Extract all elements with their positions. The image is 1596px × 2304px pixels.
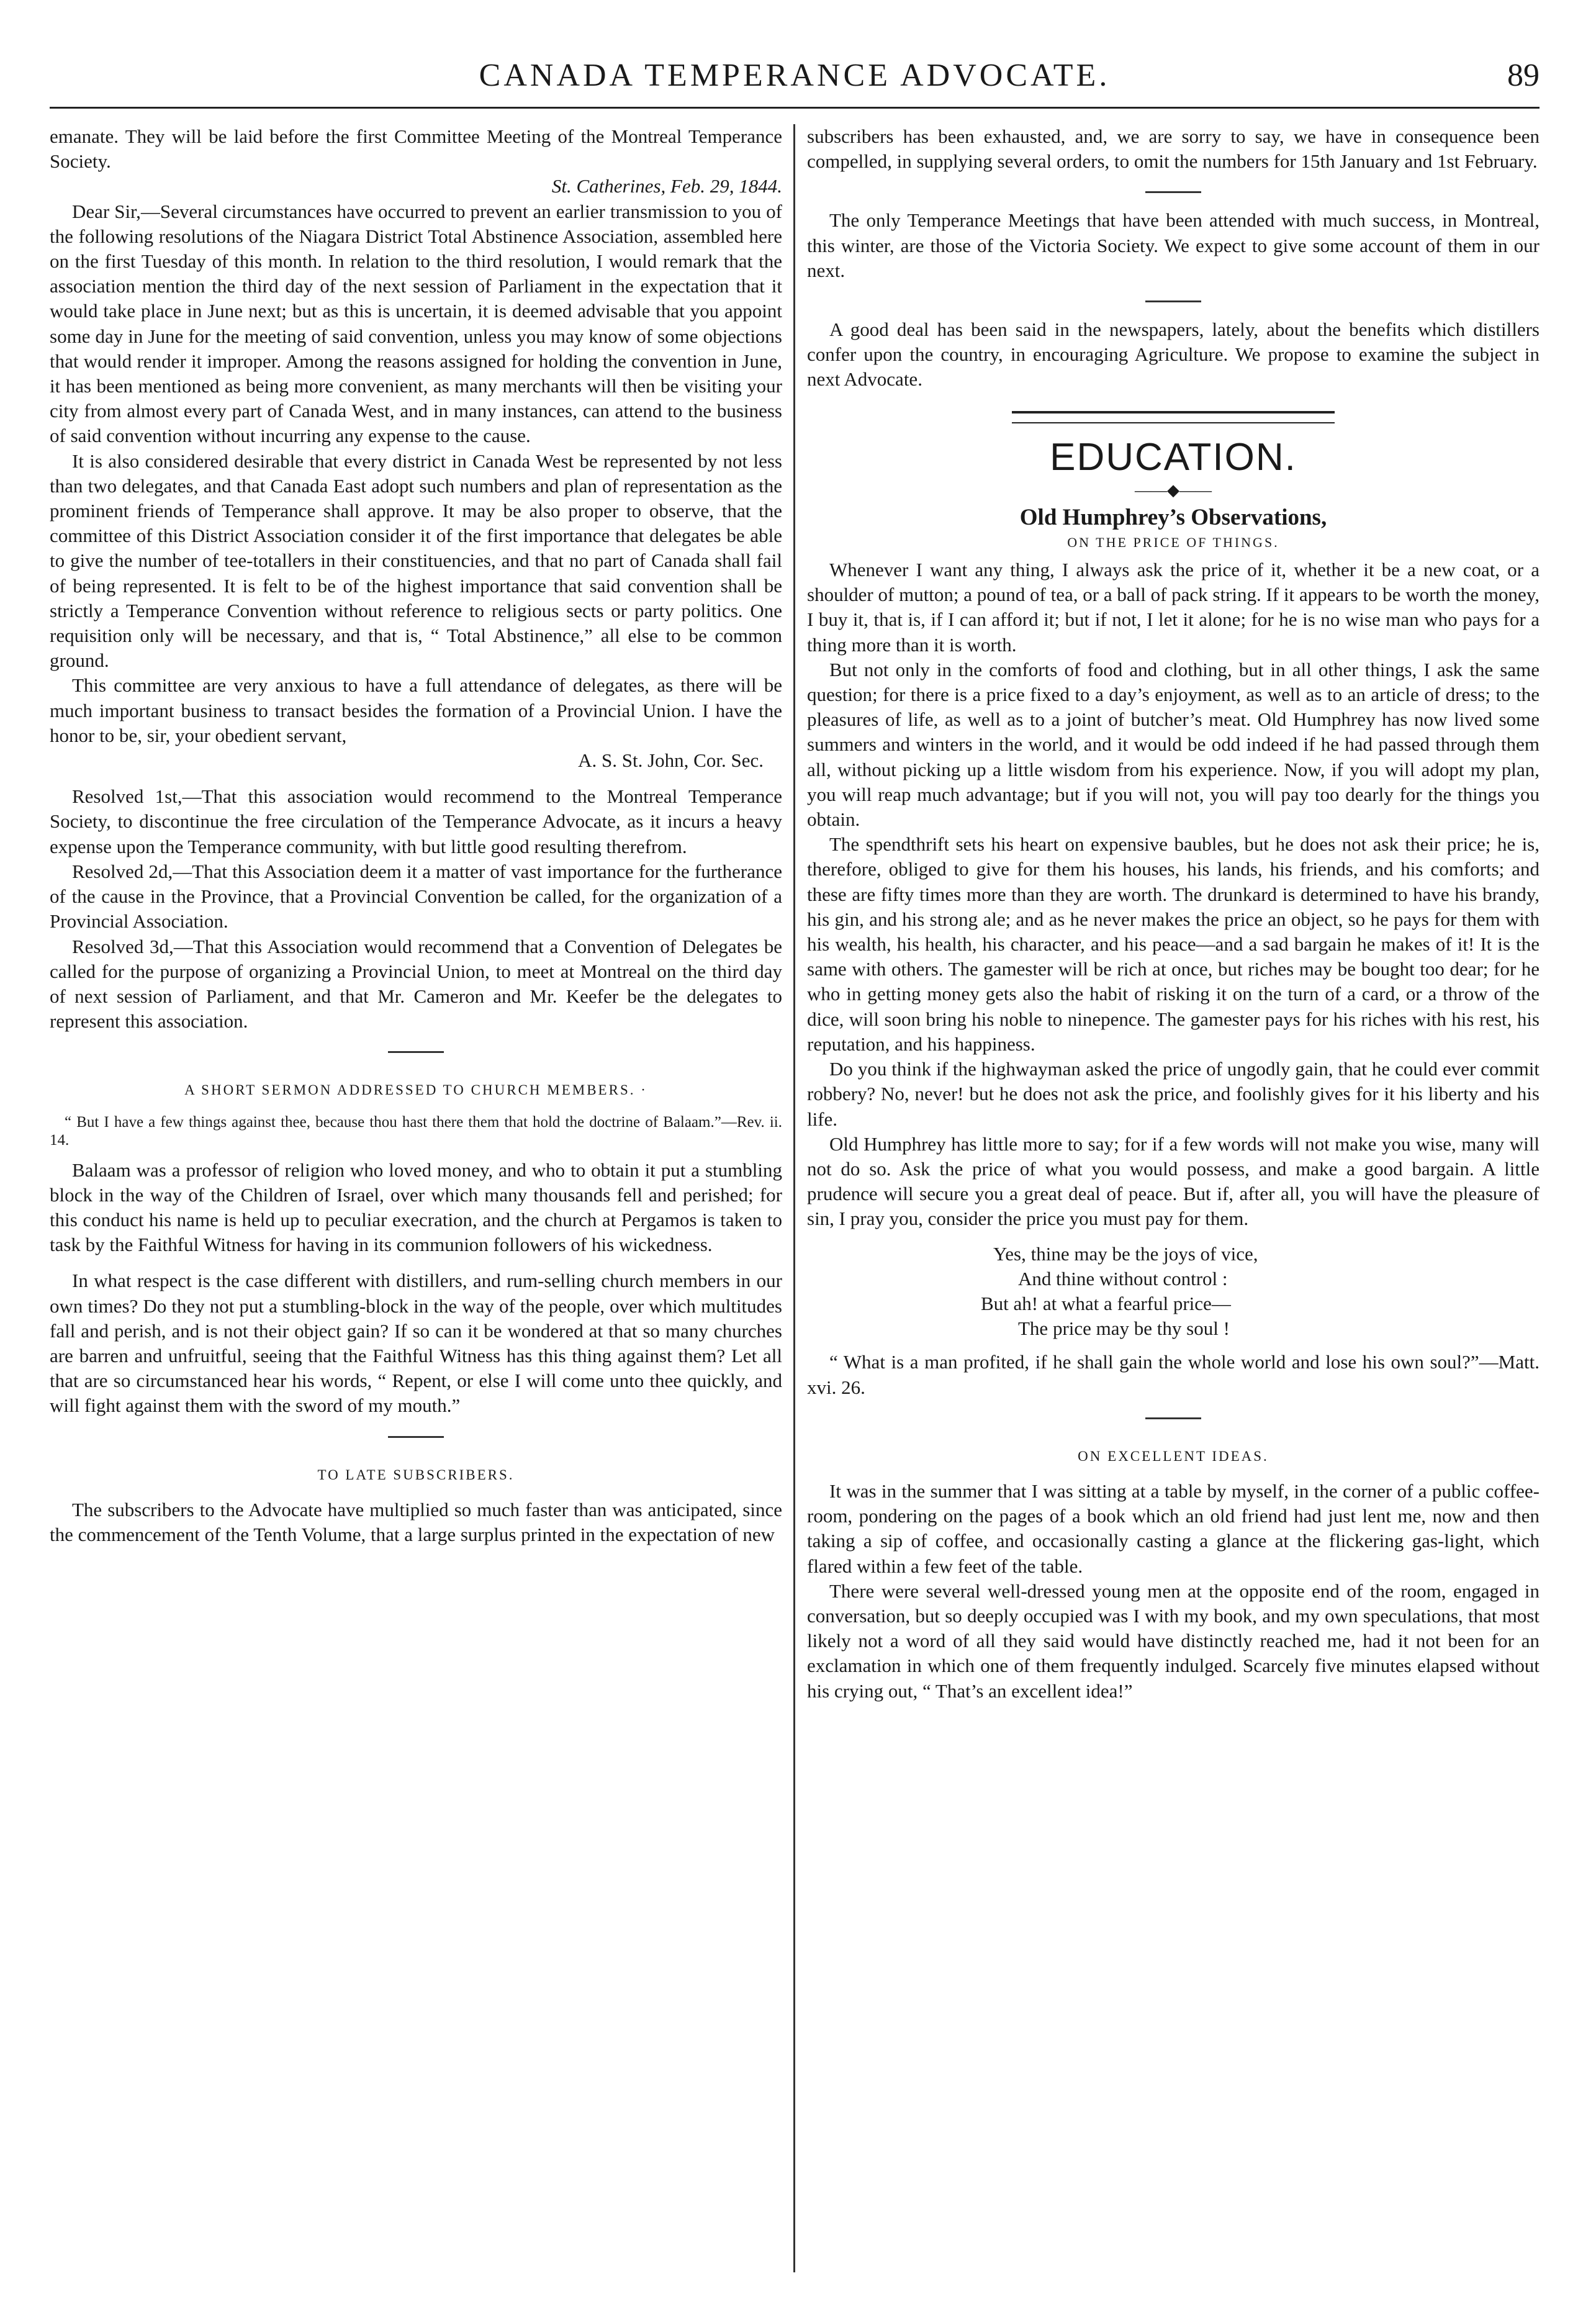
ideas-paragraph: There were several well-dressed young men at the opposite end of the room, engaged in conversation, but so deeply occupied was I with my book, and my own speculations, that most likely not a word of all they said would have distinctly reached me, had it not been for an exclamation in which one of them frequently indulged. Scarcely five minutes elapsed without his crying out, “ That’s an excellent idea!” bbox=[807, 1579, 1540, 1702]
sermon-paragraph: In what respect is the case different with distillers, and rum-selling church members in our own times? Do they not put a stumbling-block in the way of the people, over which multitudes fall and perish, and is not their object gain? If so can it be wondered at that so many churches are barren and unfruitful, seeing that the Faithful Witness has this thing against them? Let all that are so circumstanced hear his words, “ Repent, or else I will come unto thee quickly, and will fight against them with the sword of my mouth.” bbox=[50, 1270, 782, 1417]
letter-paragraph: It is also considered desirable that every district in Canada West be represented by not less than two delegates, and that Canada East adopt such numbers and plan of representation as the prominent friends of Temperance shall approve. It may be also proper to observe, that the committee of this District Association consider it of the first importance that delegates be able to give the number of tee-totallers in their constituencies, and that no part of Canada shall fail of being represented. It is felt to be of the highest importance that said convention shall be strictly a Temperance Convention without reference to religious sects or party politics. One requisition only will be necessary, and that is, “ Total Abstinence,” all else to be common ground. bbox=[50, 450, 782, 672]
poem-line: But ah! at what a fearful price— bbox=[981, 1292, 1231, 1314]
ideas-paragraph: It was in the summer that I was sitting at a table by myself, in the corner of a public coffee-room, pondering on the pages of a book which an old friend had just lent me, now and then taking a sip of coffee, and occasionally casting a glance at the flickering gas-light, which flared within a few feet of the table. bbox=[807, 1480, 1540, 1577]
running-title: CANADA TEMPERANCE ADVOCATE. bbox=[479, 58, 1111, 93]
poem-line: The price may be thy soul ! bbox=[1018, 1317, 1230, 1340]
sermon-epigraph: “ But I have a few things against thee, because thou hast there them that hold the doctrine of Balaam.”—Rev. ii. 14. bbox=[50, 1113, 782, 1149]
letter-paragraph: This committee are very anxious to have a full attendance of delegates, as there will be much important business to transact besides the formation of a Provincial Union. I have the honor to be, sir, your obedient servant, bbox=[50, 674, 782, 746]
poem-line: Yes, thine may be the joys of vice, bbox=[993, 1242, 1258, 1265]
right-column bbox=[807, 124, 1540, 2279]
letter-signature: A. S. St. John, Cor. Sec. bbox=[578, 749, 764, 772]
meetings-paragraph: The only Temperance Meetings that have been attended with much success, in Montreal, this winter, are those of the Victoria Society. We expect to give some account of them in our next. bbox=[807, 209, 1540, 281]
late-subscribers-heading: TO LATE SUBSCRIBERS. bbox=[317, 1466, 515, 1483]
article-subtitle: ON THE PRICE OF THINGS. bbox=[1067, 534, 1279, 550]
article-paragraph: But not only in the comforts of food and clothing, but in all other things, I ask the same question; for there is a price fixed to a day’s enjoyment, as well as to an article of dress; to the pleasures of life, as well as to a joint of butcher’s meat. Old Humphrey has now lived some summers and winters in the world, and it would be odd indeed if he had passed through them all, without picking up a little wisdom from his experience. Now, if you will adopt my plan, you will reap much advantage; but if you will not, you will pay too dearly for the things you obtain. bbox=[807, 658, 1540, 831]
section-rule bbox=[388, 1051, 444, 1053]
continued-paragraph: subscribers has been exhausted, and, we are sorry to say, we have in consequence been compelled, in supplying several orders, to omit the numbers for 15th January and 1st February. bbox=[807, 125, 1540, 173]
section-title: EDUCATION. bbox=[1050, 435, 1297, 479]
ideas-heading: ON EXCELLENT IDEAS. bbox=[1078, 1448, 1269, 1464]
resolution-paragraph: Resolved 3d,—That this Association would recommend that a Convention of Delegates be called for the purpose of organizing a Provincial Union, to meet at Montreal on the third day of next session of Parliament, and that Mr. Cameron and Mr. Keefer be the delegates to represent this association. bbox=[50, 935, 782, 1032]
column-divider bbox=[793, 124, 795, 2272]
letter-dateline bbox=[50, 174, 782, 199]
dateline-text: St. Catherines, Feb. 29, 1844. bbox=[551, 175, 782, 197]
sermon-heading: A SHORT SERMON ADDRESSED TO CHURCH MEMBERS. · bbox=[184, 1082, 647, 1098]
page-header bbox=[50, 57, 1540, 109]
resolution-paragraph: Resolved 1st,—That this association would recommend to the Montreal Temperance Society, to discontinue the free circulation of the Temperance Advocate, as it incurs a heavy expense upon the Temperance community, with but little good resulting therefrom. bbox=[50, 785, 782, 857]
article-paragraph: Old Humphrey has little more to say; for if a few words will not make you wise, many will not do so. Ask the price of what you would possess, and make a good bargain. A little prudence will secure you a great deal of peace. But if, after all, you will have the pleasure of sin, I pray you, consider the price you must pay for them. bbox=[807, 1132, 1540, 1230]
resolution-paragraph: Resolved 2d,—That this Association deem it a matter of vast importance for the furtherance of the cause in the Province, that a Provincial Convention be called, for the organization of a Provincial Association. bbox=[50, 860, 782, 933]
article-title: Old Humphrey’s Observations, bbox=[1019, 504, 1327, 530]
page-number: 89 bbox=[1507, 58, 1540, 93]
distillers-paragraph: A good deal has been said in the newspapers, lately, about the benefits which distillers confer upon the country, in encouraging Agriculture. We propose to examine the subject in next Advocate. bbox=[807, 318, 1540, 391]
section-rule bbox=[1145, 191, 1201, 193]
article-paragraph: The spendthrift sets his heart on expensive baubles, but he does not ask their price; he is, therefore, obliged to give for them his houses, his lands, his friends, and his comforts; and these are fifty times more than they are worth. The drunkard is determined to have his brandy, his gin, and his strong ale; and as he never makes the price an object, so he pays for them with his wealth, his health, his character, and his peace—and a sad bargain he makes of it! It is the same with others. The gamester will be rich at once, but riches may be bought too dear; for he who in getting money gets also the habit of risking it on the turn of a card, or a throw of the dice, will soon bring his noble to ninepence. The gamester pays for his riches with his rest, his reputation, and his happiness. bbox=[807, 833, 1540, 1055]
continued-paragraph: emanate. They will be laid before the first Committee Meeting of the Montreal Temperance Society. bbox=[50, 125, 782, 173]
article-paragraph: Whenever I want any thing, I always ask the price of it, whether it be a new coat, or a shoulder of mutton; a pound of tea, or a ball of pack string. If it appears to be worth the money, I buy it, that is, if I can afford it; but if not, I let it alone; for he is no wise man who pays for a thing more than it is worth. bbox=[807, 559, 1540, 656]
left-column bbox=[50, 124, 782, 2279]
section-rule bbox=[388, 1436, 444, 1438]
section-rule bbox=[1145, 300, 1201, 302]
letter-paragraph: Dear Sir,—Several circumstances have occurred to prevent an earlier transmission to you of the following resolutions of the Niagara District Total Abstinence Association, assembled here on the first Tuesday of this month. In relation to the third resolution, I would remark that the association mention the third day of the next session of Parliament in the expectation that it would take place in June next; but as this is uncertain, it is deemed advisable that you appoint some day in June for the meeting of said convention, unless you may know of some objections that would render it improper. Among the reasons assigned for holding the convention in June, it has been mentioned as being more convenient, as many merchants will then be visiting your city from almost every part of Canada West, and in many instances, can attend to the business of said convention without incurring any expense to the cause. bbox=[50, 200, 782, 447]
sermon-paragraph: Balaam was a professor of religion who loved money, and who to obtain it put a stumbling block in the way of the Children of Israel, over which many thousands fell and perished; for this conduct his name is held up to peculiar execration, and the church at Pergamos is taken to task by the Faithful Witness for having in its communion followers of his wickedness. bbox=[50, 1159, 782, 1256]
poem-stanza bbox=[807, 1242, 1540, 1342]
section-ornament-rule bbox=[1012, 411, 1335, 423]
poem-line: And thine without control : bbox=[1018, 1267, 1228, 1290]
late-subscribers-paragraph: The subscribers to the Advocate have multiplied so much faster than was anticipated, since the commencement of the Tenth Volume, that a large surplus printed in the expectation of new bbox=[50, 1498, 782, 1545]
section-rule bbox=[1145, 1417, 1201, 1419]
scripture-quote: “ What is a man profited, if he shall gain the whole world and lose his own soul?”—Matt. xvi. 26. bbox=[807, 1351, 1540, 1398]
ornament-glyph: ——◆—— bbox=[1135, 481, 1212, 499]
article-paragraph: Do you think if the highwayman asked the price of ungodly gain, that he could ever commit robbery? No, never! but he does not ask the price, and foolishly gives for it his liberty and his life. bbox=[807, 1058, 1540, 1130]
